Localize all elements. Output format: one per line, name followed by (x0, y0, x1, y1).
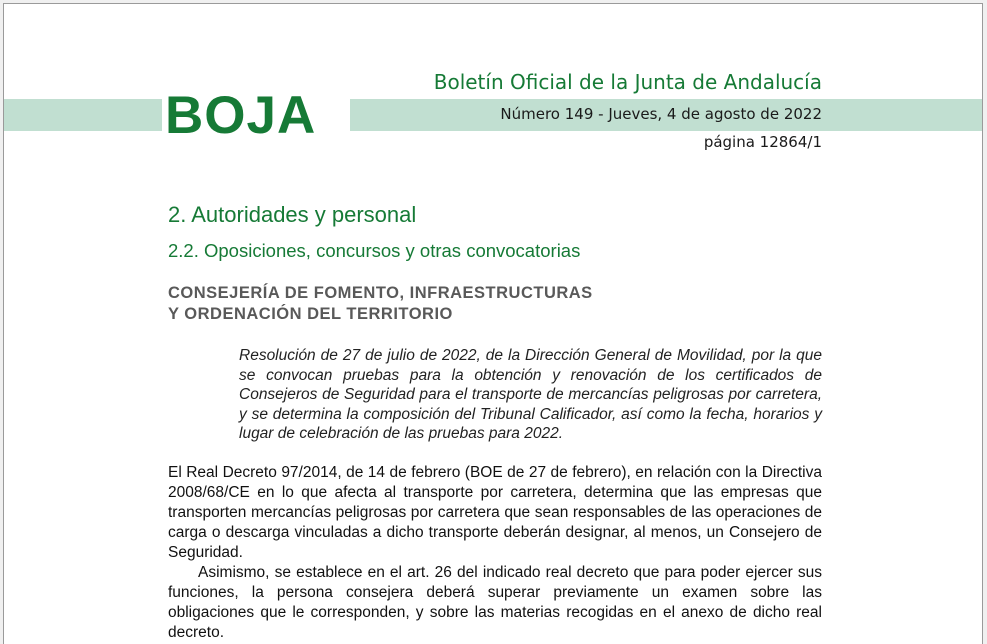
organization-heading (168, 283, 593, 325)
section-title: 2. Autoridades y personal (168, 202, 417, 227)
header-band-left (4, 99, 162, 131)
document-page (3, 3, 983, 644)
bulletin-title: Boletín Oficial de la Junta de Andalucía (433, 70, 822, 94)
body-paragraph-1: El Real Decreto 97/2014, de 14 de febrero (BOE de 27 de febrero), en relación con la Directiva 2008/68/CE en lo que afecta al transporte por carretera, determina que las empresas que transporten mercancías peligrosas por carretera que sean responsables de las operaciones de carga o descarga vinculadas a dicho transporte deberán designar, al menos, un Consejero de Seguridad. (168, 464, 822, 561)
organization-line-1: CONSEJERÍA DE FOMENTO, INFRAESTRUCTURAS (168, 284, 593, 302)
page-number: página 12864/1 (703, 133, 822, 151)
boja-logo: BOJA (165, 86, 317, 145)
resolution-summary: Resolución de 27 de julio de 2022, de la Dirección General de Movilidad, por la que se convocan pruebas para la obtención y renovación de los certificados de Consejeros de Seguridad para el transporte de mercancías peligrosas por carretera, y se determina la composición del Tribunal Calificador, así como la fecha, horarios y lugar de celebración de las pruebas para 2022. (239, 347, 822, 443)
organization-line-2: Y ORDENACIÓN DEL TERRITORIO (168, 305, 453, 323)
body-paragraph-2: Asimismo, se establece en el art. 26 del indicado real decreto que para poder ejercer sus funciones, la persona consejera deberá superar previamente un examen sobre las obligaciones que le corresponden, y sobre las materias recogidas en el anexo de dicho real decreto. (168, 564, 822, 641)
issue-number-date: Número 149 - Jueves, 4 de agosto de 2022 (500, 105, 822, 123)
section-subtitle: 2.2. Oposiciones, concursos y otras convocatorias (168, 240, 581, 261)
body-text (168, 463, 822, 643)
